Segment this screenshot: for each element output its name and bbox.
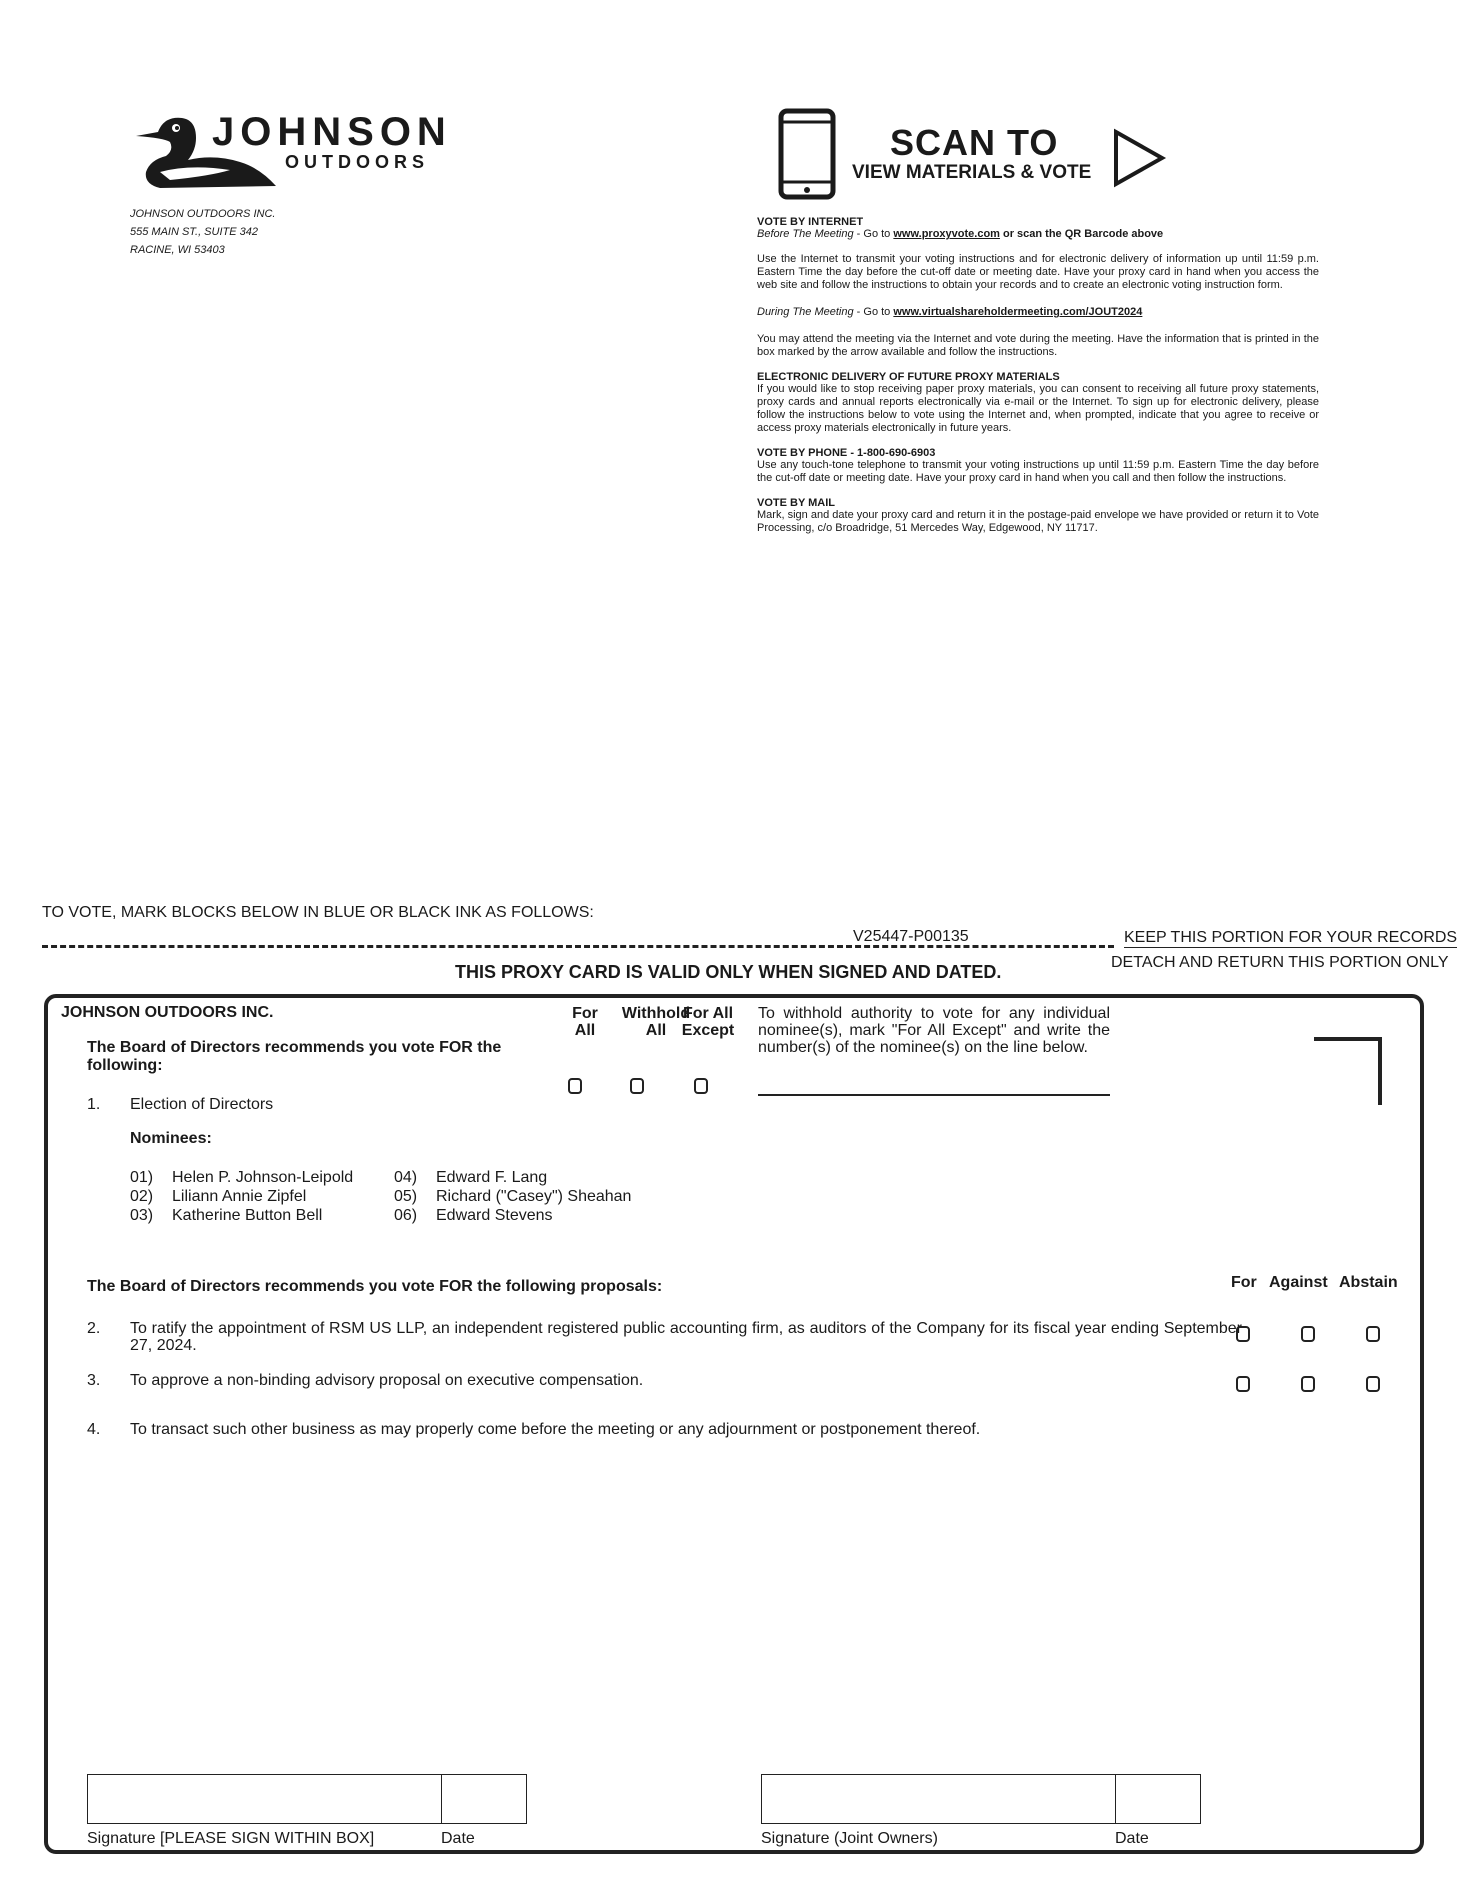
control-code: V25447-P00135 (853, 928, 969, 945)
board-recommendation-1: The Board of Directors recommends you vote FOR the following: (87, 1039, 502, 1074)
voting-instructions (757, 216, 1319, 535)
before-meeting-line (757, 228, 1319, 241)
corner-mark (1314, 1037, 1382, 1105)
internet-text: Use the Internet to transmit your voting instructions and for electronic delivery of information up until 11:59 p.m. Eastern Time the day before the cut-off date or meeting date. Have your proxy card in hand when you access the web site and follow the instructions to obtain your records and to create an electronic voting instruction form. (757, 253, 1319, 291)
joint-date-box[interactable] (1115, 1774, 1201, 1824)
before-meeting-mid: - Go to (853, 228, 894, 240)
item-1-number: 1. (87, 1096, 101, 1113)
keep-portion-text: KEEP THIS PORTION FOR YOUR RECORDS (1124, 929, 1458, 946)
col-abstain: Abstain (1339, 1274, 1398, 1291)
nominee-exception-line[interactable] (758, 1094, 1110, 1096)
proposal-3-number: 3. (87, 1372, 101, 1389)
address-line: RACINE, WI 53403 (130, 244, 225, 256)
col-withhold-all: Withhold All (621, 1005, 691, 1039)
proposal-3-against-checkbox[interactable] (1301, 1376, 1315, 1392)
electronic-heading: ELECTRONIC DELIVERY OF FUTURE PROXY MATERIALS (757, 371, 1060, 383)
address-line: 555 MAIN ST., SUITE 342 (130, 226, 258, 238)
valid-notice: THIS PROXY CARD IS VALID ONLY WHEN SIGNED AND DATED. (455, 962, 1002, 982)
before-meeting-tail: or scan the QR Barcode above (999, 228, 1164, 240)
checkbox-for-all-except[interactable] (694, 1078, 708, 1094)
company-address (130, 205, 275, 259)
proposal-3-abstain-checkbox[interactable] (1366, 1376, 1380, 1392)
list-item: 02) Liliann Annie Zipfel (130, 1188, 307, 1205)
col-for: For (1231, 1274, 1257, 1291)
col-against: Against (1269, 1274, 1328, 1291)
signature-label: Signature [PLEASE SIGN WITHIN BOX] (87, 1830, 375, 1847)
play-arrow-icon (1112, 128, 1168, 188)
logo-word-outdoors: OUTDOORS (285, 152, 430, 172)
joint-signature-box[interactable] (761, 1774, 1116, 1824)
date-box[interactable] (441, 1774, 527, 1824)
list-item: 05) Richard ("Casey") Sheahan (394, 1188, 632, 1205)
during-meeting-mid: - Go to (853, 306, 894, 318)
during-meeting-line (757, 306, 1319, 319)
mail-heading: VOTE BY MAIL (757, 497, 836, 509)
list-item: 03) Katherine Button Bell (130, 1207, 323, 1224)
scan-title: SCAN TO (890, 122, 1059, 163)
proposal-2-text: To ratify the appointment of RSM US LLP, an independent registered public accounting firm, as auditors of the Company for its fiscal year ending September 27, 2024. (130, 1320, 1242, 1354)
phone-icon (778, 108, 836, 200)
internet-heading: VOTE BY INTERNET (757, 216, 864, 228)
proxy-card (44, 994, 1424, 1854)
date-label: Date (441, 1830, 475, 1847)
phone-text: Use any touch-tone telephone to transmit your voting instructions up until 11:59 p.m. Eastern Time the day before the cut-off date or meeting date. Have your proxy card in hand when you call and then follow the instructions. (757, 459, 1319, 484)
proxyvote-link[interactable]: www.proxyvote.com (893, 228, 1000, 240)
during-meeting-label: During The Meeting (757, 306, 854, 318)
proposal-4-text: To transact such other business as may properly come before the meeting or any adjournment or postponement thereof. (130, 1421, 981, 1438)
list-item: 01) Helen P. Johnson-Leipold (130, 1169, 354, 1186)
joint-signature-label: Signature (Joint Owners) (761, 1830, 938, 1847)
company-logo (130, 112, 450, 192)
logo-word-johnson: JOHNSON (212, 110, 452, 154)
proposal-2-number: 2. (87, 1320, 101, 1337)
electronic-text: If you would like to stop receiving paper proxy materials, you can consent to receiving all future proxy statements, proxy cards and annual reports electronically via e-mail or the Internet. To sign up for electronic delivery, please follow the instructions below to vote using the Internet and, when prompted, indicate that you agree to receive or access proxy materials electronically in future years. (757, 383, 1319, 434)
detach-line (42, 945, 1114, 948)
signature-box[interactable] (87, 1774, 442, 1824)
before-meeting-label: Before The Meeting (757, 228, 854, 240)
proposal-2-for-checkbox[interactable] (1236, 1326, 1250, 1342)
list-item: 06) Edward Stevens (394, 1207, 553, 1224)
withhold-instruction: To withhold authority to vote for any individual nominee(s), mark "For All Except" and write the number(s) of the nominee(s) on the line below. (758, 1005, 1110, 1056)
checkbox-withhold-all[interactable] (630, 1078, 644, 1094)
col-for-all: For All (572, 1005, 598, 1039)
return-portion-text: DETACH AND RETURN THIS PORTION ONLY (1111, 954, 1449, 971)
item-1-text: Election of Directors (130, 1096, 274, 1113)
joint-date-label: Date (1115, 1830, 1149, 1847)
mail-text: Mark, sign and date your proxy card and return it in the postage-paid envelope we have provided or return it to Vote Processing, c/o Broadridge, 51 Mercedes Way, Edgewood, NY 11717. (757, 509, 1319, 534)
board-recommendation-2: The Board of Directors recommends you vote FOR the following proposals: (87, 1278, 663, 1295)
list-item: 04) Edward F. Lang (394, 1169, 548, 1186)
phone-heading: VOTE BY PHONE - 1-800-690-6903 (757, 447, 936, 459)
proposal-2-against-checkbox[interactable] (1301, 1326, 1315, 1342)
checkbox-for-all[interactable] (568, 1078, 582, 1094)
proposal-3-for-checkbox[interactable] (1236, 1376, 1250, 1392)
card-company-name: JOHNSON OUTDOORS INC. (61, 1004, 274, 1021)
col-for-all-except: For All Except (681, 1005, 735, 1039)
virtual-meeting-link[interactable]: www.virtualshareholdermeeting.com/JOUT2024 (893, 306, 1143, 318)
proposal-2-abstain-checkbox[interactable] (1366, 1326, 1380, 1342)
mark-instruction: TO VOTE, MARK BLOCKS BELOW IN BLUE OR BLACK INK AS FOLLOWS: (42, 904, 594, 921)
nominees-label: Nominees: (130, 1130, 212, 1147)
scan-subtitle: VIEW MATERIALS & VOTE (852, 162, 1092, 183)
proposal-4-number: 4. (87, 1421, 101, 1438)
address-line: JOHNSON OUTDOORS INC. (130, 208, 276, 220)
during-text: You may attend the meeting via the Internet and vote during the meeting. Have the information that is printed in the box marked by the arrow available and follow the instructions. (757, 333, 1319, 358)
proposal-3-text: To approve a non-binding advisory proposal on executive compensation. (130, 1372, 644, 1389)
